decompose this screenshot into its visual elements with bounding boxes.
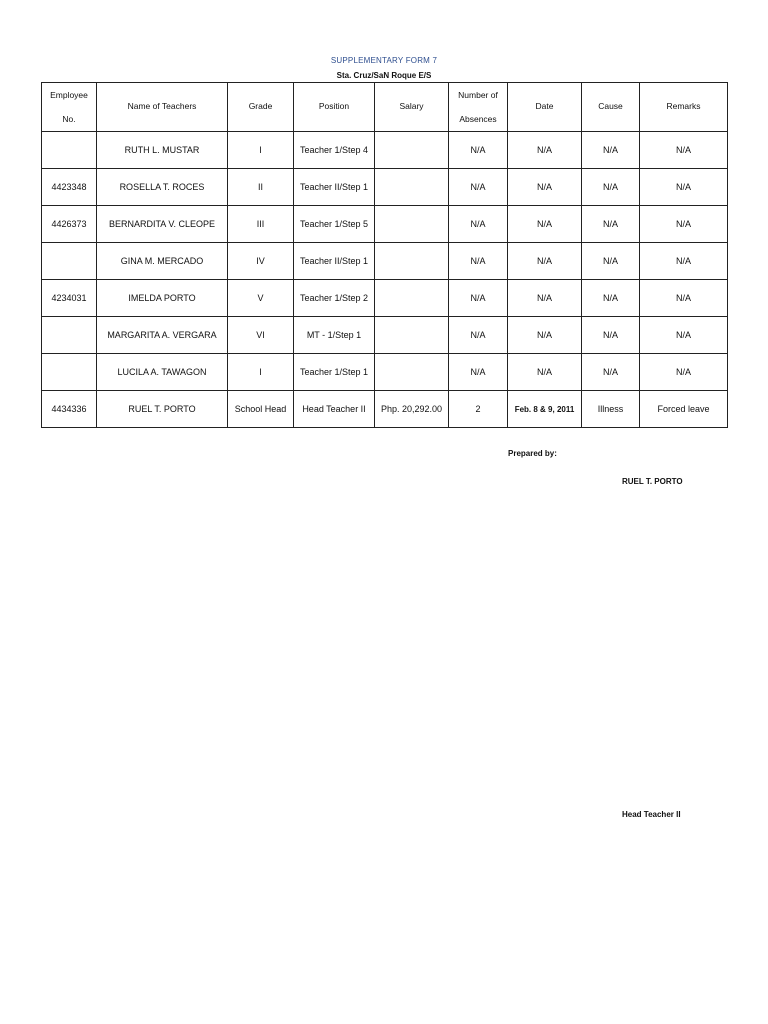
cell-employee-no: 4426373 <box>42 206 97 243</box>
cell-remarks: N/A <box>640 206 728 243</box>
cell-cause: N/A <box>582 169 640 206</box>
cell-grade: VI <box>228 317 294 354</box>
cell-employee-no: 4434336 <box>42 391 97 428</box>
cell-grade: I <box>228 132 294 169</box>
cell-position: Teacher II/Step 1 <box>294 169 375 206</box>
cell-name: LUCILA A. TAWAGON <box>97 354 228 391</box>
cell-position: Teacher 1/Step 4 <box>294 132 375 169</box>
cell-employee-no: 4234031 <box>42 280 97 317</box>
cell-remarks: N/A <box>640 132 728 169</box>
table-row <box>42 243 728 280</box>
cell-position: Head Teacher II <box>294 391 375 428</box>
column-header-grade: Grade <box>228 83 294 132</box>
cell-date: Feb. 8 & 9, 2011 <box>508 391 582 428</box>
cell-salary <box>375 132 449 169</box>
cell-absences: N/A <box>449 243 508 280</box>
cell-date: N/A <box>508 280 582 317</box>
cell-grade: II <box>228 169 294 206</box>
cell-name: GINA M. MERCADO <box>97 243 228 280</box>
cell-remarks: N/A <box>640 317 728 354</box>
cell-grade: IV <box>228 243 294 280</box>
table-row <box>42 354 728 391</box>
cell-date: N/A <box>508 169 582 206</box>
cell-employee-no: 4423348 <box>42 169 97 206</box>
absences-header-line1: Number of <box>458 90 498 100</box>
cell-remarks: N/A <box>640 243 728 280</box>
teachers-absence-table <box>41 82 728 428</box>
employee-no-header-line2: No. <box>62 114 76 124</box>
cell-salary <box>375 169 449 206</box>
cell-grade: School Head <box>228 391 294 428</box>
cell-absences: N/A <box>449 354 508 391</box>
cell-remarks: N/A <box>640 354 728 391</box>
cell-remarks: N/A <box>640 169 728 206</box>
cell-cause: N/A <box>582 206 640 243</box>
cell-cause: N/A <box>582 132 640 169</box>
column-header-salary: Salary <box>375 83 449 132</box>
cell-salary <box>375 243 449 280</box>
column-header-date: Date <box>508 83 582 132</box>
cell-absences: N/A <box>449 132 508 169</box>
preparer-title: Head Teacher II <box>622 810 681 819</box>
cell-remarks: N/A <box>640 280 728 317</box>
table-row <box>42 132 728 169</box>
cell-salary <box>375 280 449 317</box>
cell-position: Teacher 1/Step 2 <box>294 280 375 317</box>
cell-date: N/A <box>508 317 582 354</box>
cell-name: BERNARDITA V. CLEOPE <box>97 206 228 243</box>
school-name: Sta. Cruz/SaN Roque E/S <box>336 71 432 80</box>
column-header-remarks: Remarks <box>640 83 728 132</box>
cell-name: RUEL T. PORTO <box>97 391 228 428</box>
column-header-absences <box>449 83 508 132</box>
preparer-name: RUEL T. PORTO <box>622 477 683 486</box>
column-header-position: Position <box>294 83 375 132</box>
cell-name: MARGARITA A. VERGARA <box>97 317 228 354</box>
cell-date: N/A <box>508 354 582 391</box>
cell-absences: 2 <box>449 391 508 428</box>
table-row <box>42 206 728 243</box>
cell-grade: I <box>228 354 294 391</box>
cell-employee-no <box>42 243 97 280</box>
cell-cause: N/A <box>582 280 640 317</box>
cell-date: N/A <box>508 206 582 243</box>
cell-position: MT - 1/Step 1 <box>294 317 375 354</box>
cell-employee-no <box>42 317 97 354</box>
form-title: SUPPLEMENTARY FORM 7 <box>330 56 438 65</box>
table-header-row <box>42 83 728 132</box>
cell-date: N/A <box>508 132 582 169</box>
cell-name: ROSELLA T. ROCES <box>97 169 228 206</box>
column-header-employee-no <box>42 83 97 132</box>
table-row <box>42 280 728 317</box>
prepared-by-label: Prepared by: <box>508 449 557 458</box>
cell-position: Teacher II/Step 1 <box>294 243 375 280</box>
cell-name: IMELDA PORTO <box>97 280 228 317</box>
absences-header-line2: Absences <box>459 114 497 124</box>
cell-remarks: Forced leave <box>640 391 728 428</box>
table-row <box>42 317 728 354</box>
cell-name: RUTH L. MUSTAR <box>97 132 228 169</box>
cell-grade: III <box>228 206 294 243</box>
table-row <box>42 391 728 428</box>
column-header-name: Name of Teachers <box>97 83 228 132</box>
cell-salary <box>375 317 449 354</box>
cell-salary <box>375 206 449 243</box>
cell-position: Teacher 1/Step 5 <box>294 206 375 243</box>
cell-absences: N/A <box>449 280 508 317</box>
cell-absences: N/A <box>449 169 508 206</box>
cell-salary: Php. 20,292.00 <box>375 391 449 428</box>
column-header-cause: Cause <box>582 83 640 132</box>
cell-cause: N/A <box>582 354 640 391</box>
cell-employee-no <box>42 354 97 391</box>
cell-grade: V <box>228 280 294 317</box>
employee-no-header-line1: Employee <box>50 90 88 100</box>
cell-cause: Illness <box>582 391 640 428</box>
cell-position: Teacher 1/Step 1 <box>294 354 375 391</box>
cell-cause: N/A <box>582 243 640 280</box>
cell-cause: N/A <box>582 317 640 354</box>
cell-absences: N/A <box>449 206 508 243</box>
cell-salary <box>375 354 449 391</box>
table-row <box>42 169 728 206</box>
cell-date: N/A <box>508 243 582 280</box>
cell-absences: N/A <box>449 317 508 354</box>
cell-employee-no <box>42 132 97 169</box>
